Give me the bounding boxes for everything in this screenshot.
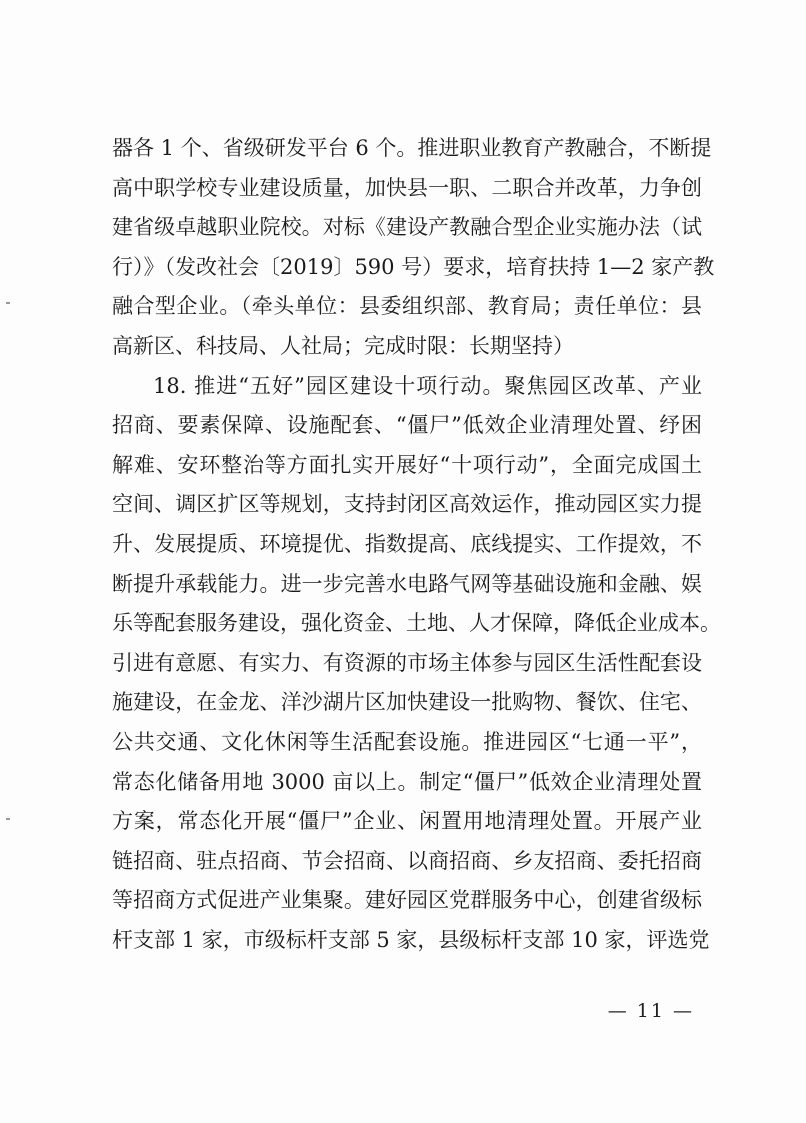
text-line: 招商、要素保障、设施配套、“僵尸”低效企业清理处置、纾困: [112, 413, 702, 438]
text-line: 解难、安环整治等方面扎实开展好“十项行动”，全面完成国土: [112, 452, 702, 477]
text-line: 高中职学校专业建设质量，加快县一职、二职合并改革，力争创: [112, 175, 702, 200]
body-text: [112, 129, 721, 960]
text-line: 建省级卓越职业院校。对标《建设产教融合型企业实施办法（试: [112, 215, 702, 240]
text-line: 空间、调区扩区等规划，支持封闭区高效运作，推动园区实力提: [112, 492, 702, 517]
page-number: — 11 —: [607, 1000, 694, 1022]
text-line: 行）》（发改社会〔2019〕590 号）要求，培育扶持 1—2 家产教: [112, 254, 715, 279]
text-line: 链招商、驻点招商、节会招商、以商招商、乡友招商、委托招商: [112, 848, 702, 873]
text-line: 等招商方式促进产业集聚。建好园区党群服务中心，创建省级标: [112, 888, 702, 913]
text-line: 施建设，在金龙、洋沙湖片区加快建设一批购物、餐饮、住宅、: [112, 690, 702, 715]
text-line: 高新区、科技局、人社局；完成时限：长期坚持）: [112, 333, 574, 358]
text-line: 融合型企业。（牵头单位：县委组织部、教育局；责任单位：县: [112, 294, 702, 319]
text-line: 升、发展提质、环境提优、指数提高、底线提实、工作提效，不: [112, 531, 702, 556]
text-line: 方案，常态化开展“僵尸”企业、闲置用地清理处置。开展产业: [112, 809, 702, 834]
text-line: 公共交通、文化休闲等生活配套设施。推进园区“七通一平”，: [112, 729, 702, 754]
text-line: 引进有意愿、有实力、有资源的市场主体参与园区生活性配套设: [112, 650, 702, 675]
text-line: 乐等配套服务建设，强化资金、土地、人才保障，降低企业成本。: [112, 611, 721, 636]
text-line: 杆支部 1 家，市级标杆支部 5 家，县级标杆支部 10 家，评选党: [112, 927, 710, 952]
text-line: 断提升承载能力。进一步完善水电路气网等基础设施和金融、娱: [112, 571, 702, 596]
margin-mark: [6, 818, 10, 820]
text-line: 常态化储备用地 3000 亩以上。制定“僵尸”低效企业清理处置: [112, 769, 702, 794]
text-line: 器各 1 个、省级研发平台 6 个。推进职业教育产教融合，不断提: [112, 136, 712, 160]
margin-mark: [6, 302, 10, 304]
paragraph-heading-line: 18. 推进“五好”园区建设十项行动。聚焦园区改革、产业: [153, 373, 702, 398]
